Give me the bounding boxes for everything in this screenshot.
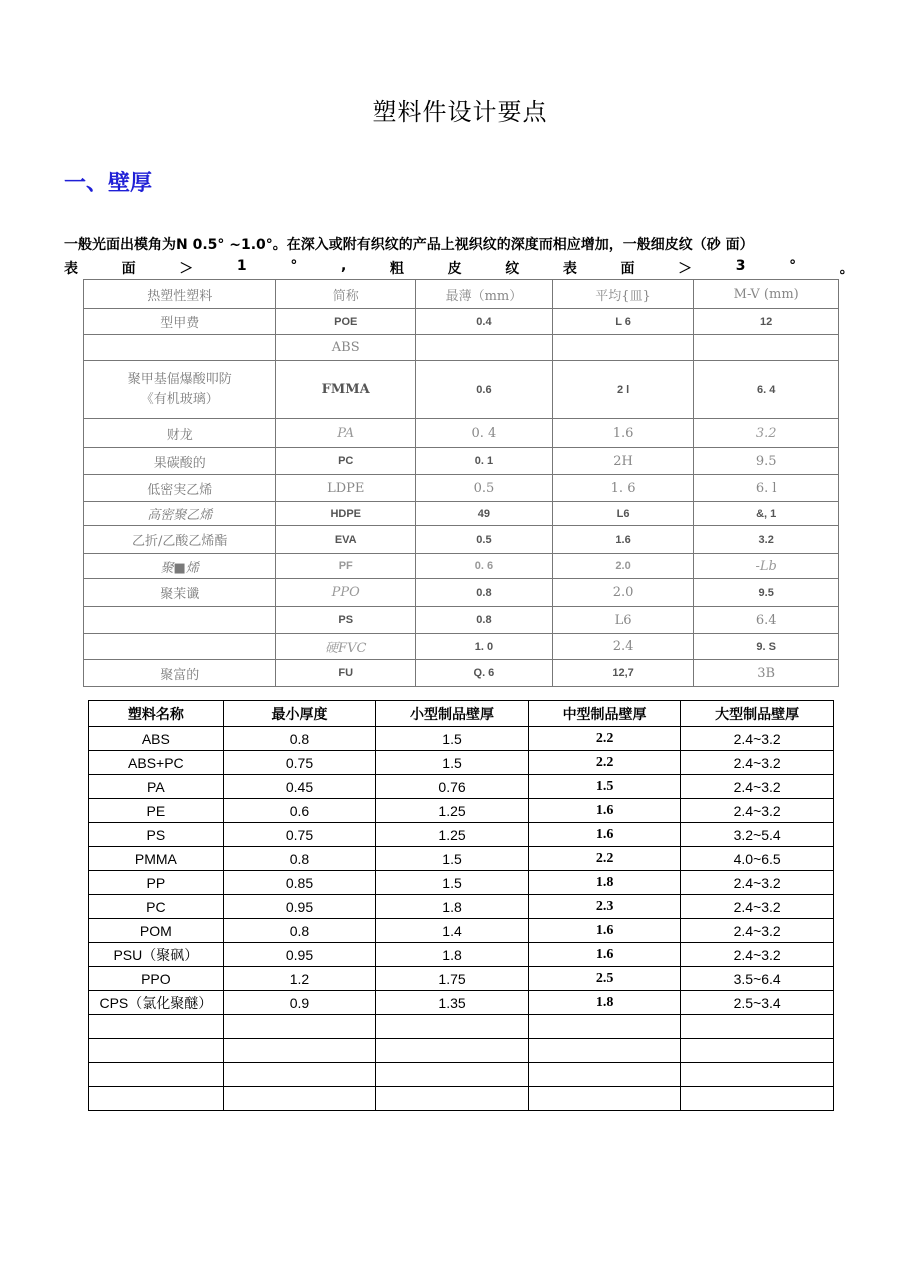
table-row [84,335,839,361]
table-cell: 1.25 [376,799,529,823]
table-cell: 9. S [694,634,839,660]
table-row [84,309,839,335]
table-row [89,919,834,943]
table-cell: LDPE [276,475,416,502]
table-cell [694,335,839,361]
table-cell: 1.5 [376,871,529,895]
table-row [89,991,834,1015]
table-cell: FMMA [276,361,416,419]
table-cell [416,335,553,361]
table-cell: 0.95 [223,895,376,919]
table-cell: 1.5 [376,847,529,871]
paragraph-line-1: 一般光面出模角为N 0.5° ~1.0°。在深入或附有织纹的产品上视织纹的深度而相应增加，一般细皮纹（砂 面） [64,237,754,253]
table-cell: 1.5 [528,775,681,799]
table-row [84,361,839,419]
table-cell: POE [276,309,416,335]
table-cell: 果碳酸的 [84,448,276,475]
table-cell: 2.2 [528,847,681,871]
table-cell: 2.5 [528,967,681,991]
table-cell: ABS [89,727,224,751]
table-cell: 0.75 [223,823,376,847]
table-cell: PA [89,775,224,799]
table-cell: L 6 [552,309,694,335]
para-char: ＞ [179,261,194,277]
table-cell: 1.6 [528,943,681,967]
table-cell: POM [89,919,224,943]
table-row-empty [89,1063,834,1087]
table-cell: 12 [694,309,839,335]
table-cell: CPS（氯化聚醚） [89,991,224,1015]
table-cell: 12,7 [552,660,694,687]
table-cell: 1. 6 [552,475,694,502]
table-cell: 硬FVC [276,634,416,660]
table-header-row [89,701,834,727]
para-char: ° [290,258,298,274]
table-cell: 聚富的 [84,660,276,687]
table-cell: 2.2 [528,727,681,751]
table-cell: 2.3 [528,895,681,919]
table-cell: 9.5 [694,448,839,475]
para-char: 1 [236,258,247,274]
header-cell: M-V (mm) [694,280,839,309]
table-cell: 1. 0 [416,634,553,660]
table-row-empty [89,1039,834,1063]
table-cell: PPO [89,967,224,991]
table-cell: 0.95 [223,943,376,967]
table-cell: 9.5 [694,579,839,607]
para-char: 表 [562,261,577,277]
wall-thickness-table [88,700,834,1111]
table-cell: 低密実乙烯 [84,475,276,502]
table-cell: 1.2 [223,967,376,991]
table-cell [84,607,276,634]
table-cell: 2.4 [552,634,694,660]
table-cell: 2H [552,448,694,475]
table-cell: 0.5 [416,526,553,554]
header-cell: 塑料名称 [89,701,224,727]
table-cell: 1.6 [528,919,681,943]
header-cell: 大型制品壁厚 [681,701,834,727]
para-char: 面 [121,261,136,277]
table-cell: L6 [552,607,694,634]
table-cell: HDPE [276,502,416,526]
table-cell: 0. 6 [416,554,553,579]
table-cell: 乙折/乙酸乙烯酯 [84,526,276,554]
table-row [89,967,834,991]
table-row [89,775,834,799]
table-cell: 聚茉谶 [84,579,276,607]
table-row [89,727,834,751]
table-row [84,526,839,554]
para-char: 皮 [447,261,462,277]
table-cell: 1.6 [528,799,681,823]
table-cell: PC [276,448,416,475]
header-cell: 中型制品壁厚 [528,701,681,727]
table-cell: 2.0 [552,579,694,607]
table-cell: 2.4~3.2 [681,727,834,751]
table-cell: 2.4~3.2 [681,871,834,895]
para-char: 。 [839,261,854,277]
table-row [84,579,839,607]
table-cell: EVA [276,526,416,554]
table-cell: 2.0 [552,554,694,579]
table-cell: 2.2 [528,751,681,775]
table-cell: FU [276,660,416,687]
header-cell: 平均{皿} [552,280,694,309]
table-cell: 3B [694,660,839,687]
table-row [84,419,839,448]
table-cell [84,634,276,660]
table-cell: 2.4~3.2 [681,895,834,919]
table-row [84,634,839,660]
table-cell: 0.5 [416,475,553,502]
table-cell: 6. 4 [694,361,839,419]
table-cell: 2.5~3.4 [681,991,834,1015]
para-char: 3 [735,258,746,274]
table-cell: 2.4~3.2 [681,775,834,799]
table-cell: 0. 4 [416,419,553,448]
table-row [84,554,839,579]
table-row [84,475,839,502]
table-cell: 1.8 [528,991,681,1015]
table-row [89,751,834,775]
table-cell: 2.4~3.2 [681,919,834,943]
table-row [84,607,839,634]
table-cell: 高密聚乙烯 [84,502,276,526]
table-cell: 4.0~6.5 [681,847,834,871]
table-cell: 49 [416,502,553,526]
table-cell: 3.2 [694,526,839,554]
para-char: ° [789,258,797,274]
table-row [89,823,834,847]
table-cell: 1.75 [376,967,529,991]
table-cell: 1.8 [528,871,681,895]
table-cell: 1.35 [376,991,529,1015]
para-char: ＞ [678,261,693,277]
table-cell: 0.6 [223,799,376,823]
page-title: 塑料件设计要点 [372,98,548,126]
para-char: 面 [620,261,635,277]
table-row [89,943,834,967]
table-cell: 1.5 [376,727,529,751]
table-cell: 0.9 [223,991,376,1015]
table-cell: Q. 6 [416,660,553,687]
table-cell: 1.6 [552,526,694,554]
section-heading-wall-thickness: 一、壁厚 [64,171,153,196]
header-cell: 小型制品壁厚 [376,701,529,727]
table-cell: 财龙 [84,419,276,448]
table-row [89,847,834,871]
table-cell: 0.4 [416,309,553,335]
table-cell: PPO [276,579,416,607]
table-cell: 0.8 [416,579,553,607]
table-cell: 3.2~5.4 [681,823,834,847]
table-cell: 0.8 [223,727,376,751]
header-cell: 简称 [276,280,416,309]
table-cell: PS [89,823,224,847]
paragraph-line-2 [64,258,854,278]
table-cell [552,335,694,361]
header-cell: 最小厚度 [223,701,376,727]
table-cell: PF [276,554,416,579]
table-cell: 6.4 [694,607,839,634]
table-row [89,871,834,895]
table-row [89,895,834,919]
table-cell: 3.2 [694,419,839,448]
table-cell: 1.5 [376,751,529,775]
table-cell [84,335,276,361]
table-cell: 0.8 [223,847,376,871]
table-cell: 1.8 [376,943,529,967]
table-cell: 1.6 [552,419,694,448]
table-cell: -Lb [694,554,839,579]
table-row [84,448,839,475]
table-cell: PMMA [89,847,224,871]
table-cell: 0.8 [416,607,553,634]
table-cell: 2.4~3.2 [681,751,834,775]
table-row-empty [89,1015,834,1039]
table-cell: 2 l [552,361,694,419]
table-row [84,502,839,526]
table-cell: 0.85 [223,871,376,895]
thermoplastic-thickness-table [83,279,839,687]
table-cell: &, 1 [694,502,839,526]
para-char: 纹 [505,261,520,277]
header-cell: 热塑性塑料 [84,280,276,309]
table-cell: PA [276,419,416,448]
table-cell: 0. 1 [416,448,553,475]
header-cell: 最薄（mm） [416,280,553,309]
table-cell: 0.75 [223,751,376,775]
table-cell: 1.25 [376,823,529,847]
table-cell: PC [89,895,224,919]
para-char: 表 [64,261,78,277]
table-cell: PSU（聚砜） [89,943,224,967]
table-cell: 2.4~3.2 [681,799,834,823]
table-cell: 0.8 [223,919,376,943]
table-cell: 2.4~3.2 [681,943,834,967]
para-char: 粗 [389,261,404,277]
table-cell: PS [276,607,416,634]
table-cell: 0.76 [376,775,529,799]
table-cell: 0.45 [223,775,376,799]
table-cell: PE [89,799,224,823]
table-cell: 聚甲基偪爆酸叩防 《有机玻璃） [84,361,276,419]
table-row-empty [89,1087,834,1111]
table-cell: 6. l [694,475,839,502]
table-row [89,799,834,823]
table-cell: L6 [552,502,694,526]
table-cell: 型甲费 [84,309,276,335]
table-cell: PP [89,871,224,895]
table-cell: 1.8 [376,895,529,919]
table-cell: 聚■烯 [84,554,276,579]
table-cell: 3.5~6.4 [681,967,834,991]
table-cell: ABS+PC [89,751,224,775]
table-cell: ABS [276,335,416,361]
table-cell: 0.6 [416,361,553,419]
table-cell: 1.4 [376,919,529,943]
para-char: , [340,258,347,274]
table-cell: 1.6 [528,823,681,847]
table-row [84,660,839,687]
